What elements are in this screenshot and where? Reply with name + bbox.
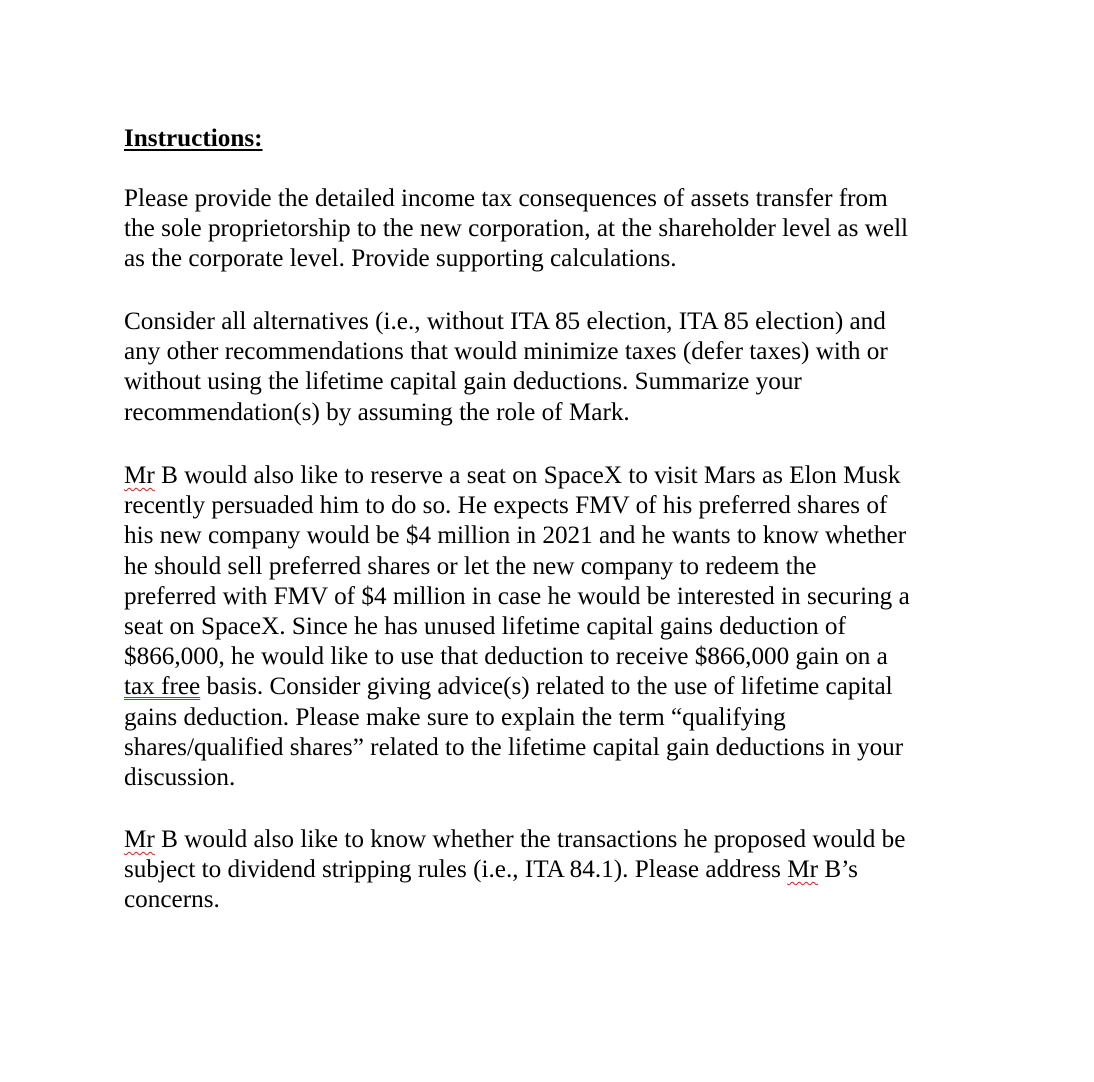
p3-line-10: shares/qualified shares” related to the lifetime capital gain deductions in your [124,733,904,761]
p3-line-1-text: B would also like to reserve a seat on SpaceX to visit Mars as Elon Musk [154,462,901,489]
p4-line-3: concerns. [124,886,220,914]
spellcheck-word-mr: Mr [124,462,155,489]
p4-line-2 [124,855,984,885]
p3-line-4: he should sell preferred shares or let the new company to redeem the [124,552,817,580]
p2-line-2: any other recommendations that would minimize taxes (defer taxes) with or [124,338,888,366]
p2-line-1: Consider all alternatives (i.e., without ITA 85 election, ITA 85 election) and [124,308,886,335]
document-page [124,124,984,914]
grammar-check-tax-free: tax free [124,673,201,701]
p4-line-1 [124,825,984,855]
p3-line-6: seat on SpaceX. Since he has unused lifetime capital gains deduction of [124,613,846,641]
paragraph-3 [124,461,984,793]
p4-line-2-end: B’s [818,856,858,884]
paragraph-4 [124,825,984,916]
p3-line-2: recently persuaded him to do so. He expects FMV of his preferred shares of [124,492,888,520]
p2-line-4: recommendation(s) by assuming the role of Mark. [124,398,630,426]
instructions-heading: Instructions: [124,125,263,152]
paragraph-2 [124,307,984,428]
p1-line-3: as the corporate level. Provide supporting calculations. [124,245,677,273]
p1-line-2: the sole proprietorship to the new corporation, at the shareholder level as well [124,215,909,243]
p3-line-3: his new company would be $4 million in 2021 and he wants to know whether [124,522,907,550]
p3-line-11: discussion. [124,764,236,792]
p4-line-1-text: B would also like to know whether the transactions he proposed would be [154,826,906,853]
p3-line-5: preferred with FMV of $4 million in case he would be interested in securing a [124,582,910,610]
spellcheck-word-mr: Mr [124,826,155,853]
p3-line-1 [124,461,984,491]
p3-line-7: $866,000, he would like to use that deduction to receive $866,000 gain on a [124,643,888,671]
p3-line-8-text: basis. Consider giving advice(s) related to the use of lifetime capital [200,673,893,701]
p1-line-1: Please provide the detailed income tax consequences of assets transfer from [124,185,888,212]
p4-line-2-text: subject to dividend stripping rules (i.e., ITA 84.1). Please address [124,856,788,884]
spellcheck-word-mr: Mr [787,856,819,884]
p3-line-8 [124,672,984,702]
p3-line-9: gains deduction. Please make sure to explain the term “qualifying [124,703,786,731]
p2-line-3: without using the lifetime capital gain deductions. Summarize your [124,368,802,396]
paragraph-1 [124,184,984,275]
